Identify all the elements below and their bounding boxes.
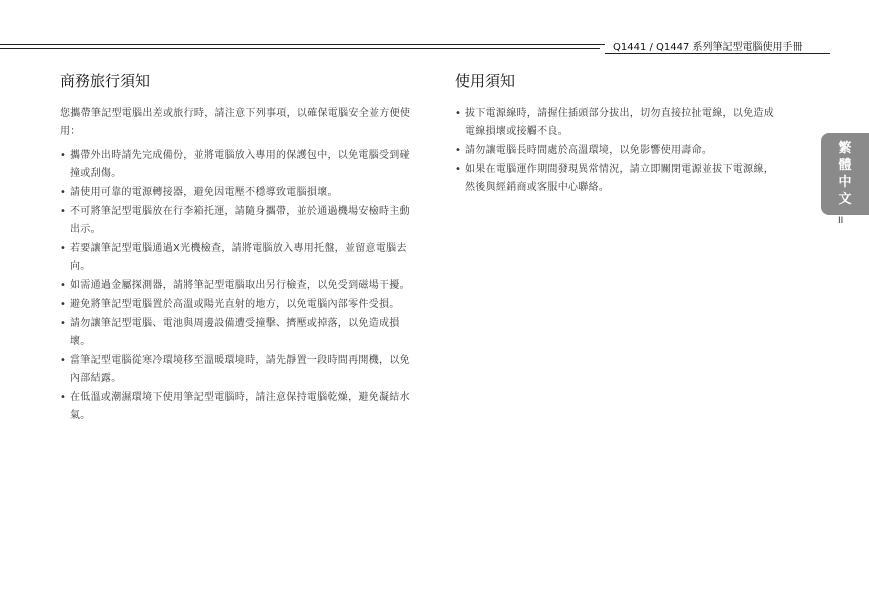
left-column bbox=[60, 70, 416, 426]
list-item: • 請勿讓筆記型電腦、電池與周邊設備遭受撞擊、擠壓或掉落，以免造成損壞。 bbox=[60, 315, 416, 351]
header-rule-top bbox=[0, 44, 605, 45]
header-rule-middle bbox=[0, 48, 600, 49]
list-item: • 在低溫或潮濕環境下使用筆記型電腦時，請注意保持電腦乾燥，避免凝結水氣。 bbox=[60, 389, 416, 425]
language-tab-char: 繁 bbox=[838, 141, 852, 156]
list-item: • 如需通過金屬探測器，請將筆記型電腦取出另行檢查，以免受到磁場干擾。 bbox=[60, 277, 416, 295]
list-item: • 避免將筆記型電腦置於高溫或陽光直射的地方，以免電腦內部零件受損。 bbox=[60, 296, 416, 314]
language-tab-char: 文 bbox=[838, 192, 852, 207]
list-item: • 不可將筆記型電腦放在行李箱托運，請隨身攜帶，並於通過機場安檢時主動出示。 bbox=[60, 203, 416, 239]
page-number: II bbox=[838, 216, 844, 226]
usage-notes-heading: 使用須知 bbox=[455, 72, 516, 90]
list-item: • 攜帶外出時請先完成備份，並將電腦放入專用的保護包中，以免電腦受到碰撞或刮傷。 bbox=[60, 147, 416, 183]
list-item: • 如果在電腦運作期間發現異常情況，請立即關閉電源並拔下電源線，然後與經銷商或客服中心聯絡。 bbox=[455, 161, 783, 197]
business-travel-intro: 您攜帶筆記型電腦出差或旅行時，請注意下列事項，以確保電腦安全並方便使用： bbox=[60, 108, 411, 137]
list-item: • 請使用可靠的電源轉接器，避免因電壓不穩導致電腦損壞。 bbox=[60, 184, 416, 202]
usage-notes-list bbox=[455, 105, 783, 197]
list-item: • 拔下電源線時，請握住插頭部分拔出，切勿直接拉扯電線，以免造成電線損壞或接觸不良。 bbox=[455, 105, 783, 141]
list-item: • 當筆記型電腦從寒冷環境移至溫暖環境時，請先靜置一段時間再開機，以免內部結露。 bbox=[60, 352, 416, 388]
list-item: • 若要讓筆記型電腦通過X光機檢查，請將電腦放入專用托盤，並留意電腦去向。 bbox=[60, 240, 416, 276]
language-tab-char: 體 bbox=[838, 158, 852, 173]
running-header-title: Q1441 / Q1447 系列筆記型電腦使用手冊 bbox=[613, 42, 803, 53]
business-travel-list bbox=[60, 147, 416, 425]
header-rule-right bbox=[605, 53, 830, 54]
language-tab-char: 中 bbox=[838, 175, 852, 190]
right-column bbox=[455, 70, 783, 198]
language-tab bbox=[821, 133, 869, 215]
list-item: • 請勿讓電腦長時間處於高溫環境，以免影響使用壽命。 bbox=[455, 142, 783, 160]
business-travel-heading: 商務旅行須知 bbox=[60, 72, 151, 90]
